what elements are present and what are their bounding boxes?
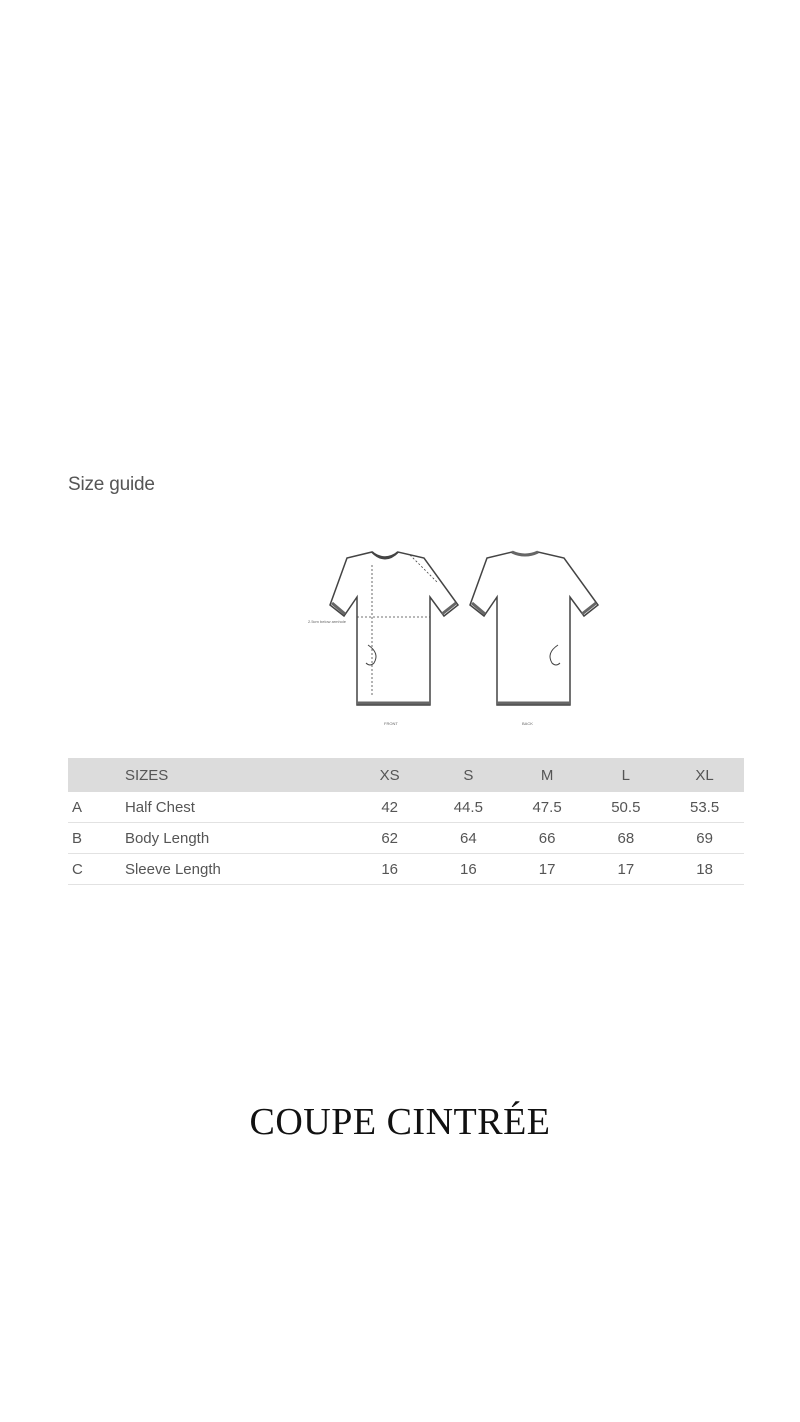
row-measurement-name: Body Length: [125, 823, 350, 854]
row-letter: B: [68, 823, 125, 854]
size-table-header: [68, 758, 744, 792]
row-measurement-name: Sleeve Length: [125, 854, 350, 885]
header-size-m: M: [508, 758, 587, 792]
table-row: [68, 854, 744, 885]
size-table: [68, 758, 744, 885]
header-size-xs: XS: [350, 758, 429, 792]
back-label: BACK: [522, 721, 533, 726]
header-sizes-label: SIZES: [125, 758, 350, 792]
table-row: [68, 792, 744, 823]
row-value: 69: [665, 823, 744, 854]
front-label: FRONT: [384, 721, 398, 726]
tshirt-back-illustration: [470, 552, 598, 705]
row-value: 47.5: [508, 792, 587, 823]
row-value: 42: [350, 792, 429, 823]
row-value: 17: [508, 854, 587, 885]
fit-caption: COUPE CINTRÉE: [249, 1101, 551, 1143]
row-value: 64: [429, 823, 508, 854]
size-guide-title: Size guide: [68, 474, 155, 495]
tshirt-diagram: [300, 545, 610, 735]
row-letter: A: [68, 792, 125, 823]
row-value: 16: [429, 854, 508, 885]
header-size-s: S: [429, 758, 508, 792]
row-value: 62: [350, 823, 429, 854]
header-letter-cell: [68, 758, 125, 792]
row-value: 44.5: [429, 792, 508, 823]
row-value: 66: [508, 823, 587, 854]
row-letter: C: [68, 854, 125, 885]
row-value: 50.5: [586, 792, 665, 823]
chest-note-label: 2.5cm below armhole: [308, 619, 347, 624]
tshirt-front-illustration: [330, 552, 458, 705]
row-measurement-name: Half Chest: [125, 792, 350, 823]
row-value: 68: [586, 823, 665, 854]
row-value: 17: [586, 854, 665, 885]
table-row: [68, 823, 744, 854]
row-value: 18: [665, 854, 744, 885]
header-size-xl: XL: [665, 758, 744, 792]
row-value: 16: [350, 854, 429, 885]
header-size-l: L: [586, 758, 665, 792]
row-value: 53.5: [665, 792, 744, 823]
